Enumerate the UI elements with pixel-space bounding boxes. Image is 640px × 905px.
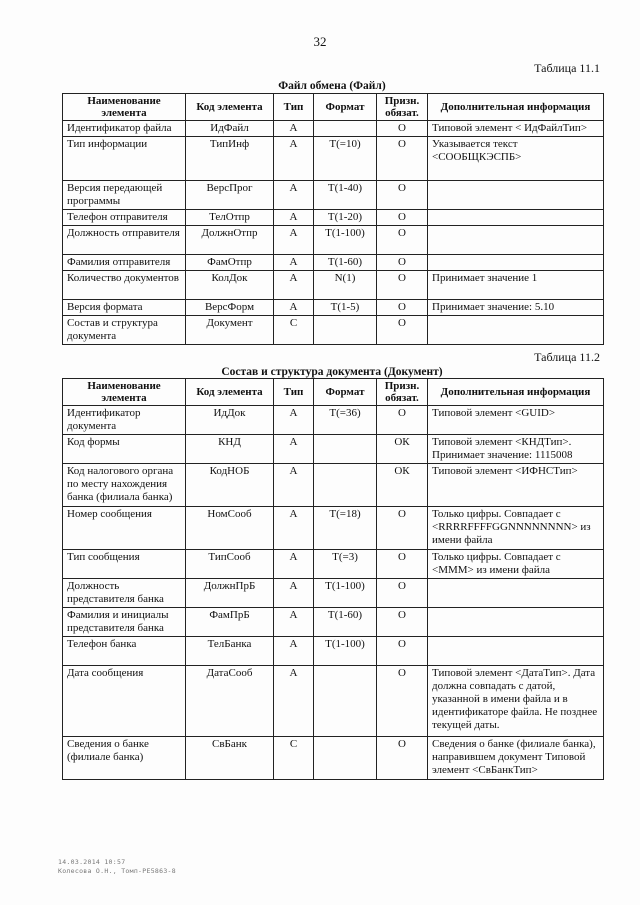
- header-required-flag: Призн. обязат.: [377, 94, 428, 121]
- cell-type: А: [274, 226, 314, 255]
- cell-format: Т(=18): [314, 507, 377, 550]
- table-row: [63, 507, 604, 550]
- cell-element-code: ИдДок: [186, 406, 274, 435]
- table-row: [63, 271, 604, 300]
- table-header-row: [63, 94, 604, 121]
- cell-required-flag: О: [377, 226, 428, 255]
- header-element-name: Наименование элемента: [63, 94, 186, 121]
- cell-required-flag: ОК: [377, 464, 428, 507]
- cell-additional-info: [428, 637, 604, 666]
- cell-type: А: [274, 121, 314, 137]
- cell-additional-info: [428, 255, 604, 271]
- table-row: [63, 579, 604, 608]
- cell-additional-info: [428, 210, 604, 226]
- cell-element-name: Код формы: [63, 435, 186, 464]
- cell-required-flag: О: [377, 271, 428, 300]
- cell-type: А: [274, 464, 314, 507]
- cell-element-name: Состав и структура документа: [63, 316, 186, 345]
- cell-required-flag: О: [377, 255, 428, 271]
- table-row: [63, 737, 604, 780]
- cell-type: А: [274, 507, 314, 550]
- header-additional-info: Дополнительная информация: [428, 379, 604, 406]
- cell-element-name: Дата сообщения: [63, 666, 186, 737]
- cell-additional-info: Только цифры. Совпадает с <МММ> из имени файла: [428, 550, 604, 579]
- exchange-file-table: [62, 93, 604, 345]
- cell-format: Т(=10): [314, 137, 377, 181]
- cell-element-code: ДолжнПрБ: [186, 579, 274, 608]
- cell-format: Т(1-5): [314, 300, 377, 316]
- cell-format: Т(1-100): [314, 226, 377, 255]
- cell-format: Т(1-40): [314, 181, 377, 210]
- cell-required-flag: О: [377, 637, 428, 666]
- table1-title: Файл обмена (Файл): [278, 80, 386, 92]
- cell-type: А: [274, 550, 314, 579]
- cell-format: [314, 737, 377, 780]
- header-element-code: Код элемента: [186, 379, 274, 406]
- cell-format: N(1): [314, 271, 377, 300]
- cell-format: Т(=3): [314, 550, 377, 579]
- cell-element-code: Документ: [186, 316, 274, 345]
- cell-additional-info: Только цифры. Совпадает с <RRRRFFFFGGNNNNNNNN> из имени файла: [428, 507, 604, 550]
- cell-additional-info: [428, 608, 604, 637]
- cell-element-code: ИдФайл: [186, 121, 274, 137]
- cell-element-code: КНД: [186, 435, 274, 464]
- cell-additional-info: Указывается текст <СООБЩКЭСПБ>: [428, 137, 604, 181]
- cell-element-name: Тип сообщения: [63, 550, 186, 579]
- cell-element-code: СвБанк: [186, 737, 274, 780]
- table2-title: Состав и структура документа (Документ): [221, 366, 443, 378]
- document-structure-table: [62, 378, 604, 780]
- cell-format: [314, 435, 377, 464]
- table-row: [63, 550, 604, 579]
- cell-element-code: ФамОтпр: [186, 255, 274, 271]
- cell-required-flag: О: [377, 406, 428, 435]
- cell-required-flag: О: [377, 579, 428, 608]
- table-row: [63, 464, 604, 507]
- cell-type: А: [274, 271, 314, 300]
- cell-type: А: [274, 181, 314, 210]
- cell-additional-info: Принимает значение: 5.10: [428, 300, 604, 316]
- table1-label: Таблица 11.1: [534, 61, 600, 75]
- cell-format: Т(1-20): [314, 210, 377, 226]
- cell-required-flag: О: [377, 300, 428, 316]
- cell-type: А: [274, 579, 314, 608]
- cell-required-flag: О: [377, 137, 428, 181]
- table-row: [63, 406, 604, 435]
- cell-format: [314, 316, 377, 345]
- cell-type: С: [274, 316, 314, 345]
- cell-required-flag: ОК: [377, 435, 428, 464]
- cell-element-name: Номер сообщения: [63, 507, 186, 550]
- cell-element-code: ТипСооб: [186, 550, 274, 579]
- cell-element-name: Код налогового органа по месту нахождения банка (филиала банка): [63, 464, 186, 507]
- stamp-line-date: 14.03.2014 10:57: [58, 858, 126, 866]
- cell-additional-info: Сведения о банке (филиале банка), направившем документ Типовой элемент <СвБанкТип>: [428, 737, 604, 780]
- cell-element-code: ДатаСооб: [186, 666, 274, 737]
- cell-element-name: Версия передающей программы: [63, 181, 186, 210]
- cell-required-flag: О: [377, 666, 428, 737]
- header-format: Формат: [314, 379, 377, 406]
- header-required-flag: Призн. обязат.: [377, 379, 428, 406]
- cell-type: А: [274, 210, 314, 226]
- cell-required-flag: О: [377, 316, 428, 345]
- cell-format: [314, 464, 377, 507]
- registration-stamp: [58, 858, 176, 876]
- cell-additional-info: Типовой элемент <ДатаТип>. Дата должна совпадать с датой, указанной в имени файла и в идентификаторе файла. Не позднее текущей даты.: [428, 666, 604, 737]
- cell-element-code: ДолжнОтпр: [186, 226, 274, 255]
- table-row: [63, 137, 604, 181]
- cell-additional-info: Типовой элемент < ИдФайлТип>: [428, 121, 604, 137]
- cell-required-flag: О: [377, 181, 428, 210]
- cell-additional-info: [428, 316, 604, 345]
- cell-type: А: [274, 300, 314, 316]
- cell-element-code: ТелБанка: [186, 637, 274, 666]
- table-row: [63, 637, 604, 666]
- cell-format: Т(1-60): [314, 255, 377, 271]
- stamp-line-author: Колесова О.Н., Томп-РЕ5863-8: [58, 867, 176, 875]
- cell-element-name: Фамилия и инициалы представителя банка: [63, 608, 186, 637]
- cell-format: Т(=36): [314, 406, 377, 435]
- cell-required-flag: О: [377, 550, 428, 579]
- cell-additional-info: [428, 181, 604, 210]
- cell-element-name: Идентификатор файла: [63, 121, 186, 137]
- cell-type: А: [274, 406, 314, 435]
- cell-required-flag: О: [377, 507, 428, 550]
- cell-element-code: ВерсФорм: [186, 300, 274, 316]
- table-row: [63, 121, 604, 137]
- cell-format: Т(1-100): [314, 637, 377, 666]
- table-row: [63, 608, 604, 637]
- cell-element-name: Должность отправителя: [63, 226, 186, 255]
- header-type: Тип: [274, 379, 314, 406]
- table-row: [63, 226, 604, 255]
- cell-required-flag: О: [377, 210, 428, 226]
- table-row: [63, 210, 604, 226]
- cell-required-flag: О: [377, 121, 428, 137]
- table-row: [63, 181, 604, 210]
- header-element-code: Код элемента: [186, 94, 274, 121]
- cell-type: А: [274, 666, 314, 737]
- cell-additional-info: Принимает значение 1: [428, 271, 604, 300]
- cell-element-name: Тип информации: [63, 137, 186, 181]
- cell-format: [314, 121, 377, 137]
- cell-additional-info: Типовой элемент <КНДТип>. Принимает значение: 1115008: [428, 435, 604, 464]
- cell-element-code: ВерсПрог: [186, 181, 274, 210]
- table2-label: Таблица 11.2: [534, 350, 600, 364]
- cell-type: А: [274, 137, 314, 181]
- page-number: 32: [313, 34, 327, 49]
- cell-element-name: Идентификатор документа: [63, 406, 186, 435]
- cell-additional-info: Типовой элемент <ИФНСТип>: [428, 464, 604, 507]
- cell-element-code: КолДок: [186, 271, 274, 300]
- cell-required-flag: О: [377, 737, 428, 780]
- cell-format: [314, 666, 377, 737]
- cell-required-flag: О: [377, 608, 428, 637]
- cell-element-name: Фамилия отправителя: [63, 255, 186, 271]
- cell-additional-info: Типовой элемент <GUID>: [428, 406, 604, 435]
- table-row: [63, 300, 604, 316]
- cell-element-code: КодНОБ: [186, 464, 274, 507]
- cell-type: А: [274, 255, 314, 271]
- table-row: [63, 435, 604, 464]
- cell-element-code: ТипИнф: [186, 137, 274, 181]
- header-element-name: Наименование элемента: [63, 379, 186, 406]
- cell-element-name: Количество документов: [63, 271, 186, 300]
- table-row: [63, 316, 604, 345]
- cell-element-name: Сведения о банке (филиале банка): [63, 737, 186, 780]
- cell-element-code: НомСооб: [186, 507, 274, 550]
- cell-element-name: Телефон отправителя: [63, 210, 186, 226]
- cell-element-name: Версия формата: [63, 300, 186, 316]
- cell-type: А: [274, 637, 314, 666]
- cell-type: А: [274, 608, 314, 637]
- cell-format: Т(1-60): [314, 608, 377, 637]
- cell-format: Т(1-100): [314, 579, 377, 608]
- cell-element-code: ТелОтпр: [186, 210, 274, 226]
- cell-element-code: ФамПрБ: [186, 608, 274, 637]
- cell-additional-info: [428, 579, 604, 608]
- header-additional-info: Дополнительная информация: [428, 94, 604, 121]
- table-row: [63, 255, 604, 271]
- cell-element-name: Должность представителя банка: [63, 579, 186, 608]
- table-row: [63, 666, 604, 737]
- table-header-row: [63, 379, 604, 406]
- cell-type: А: [274, 435, 314, 464]
- cell-type: С: [274, 737, 314, 780]
- cell-element-name: Телефон банка: [63, 637, 186, 666]
- cell-additional-info: [428, 226, 604, 255]
- header-format: Формат: [314, 94, 377, 121]
- header-type: Тип: [274, 94, 314, 121]
